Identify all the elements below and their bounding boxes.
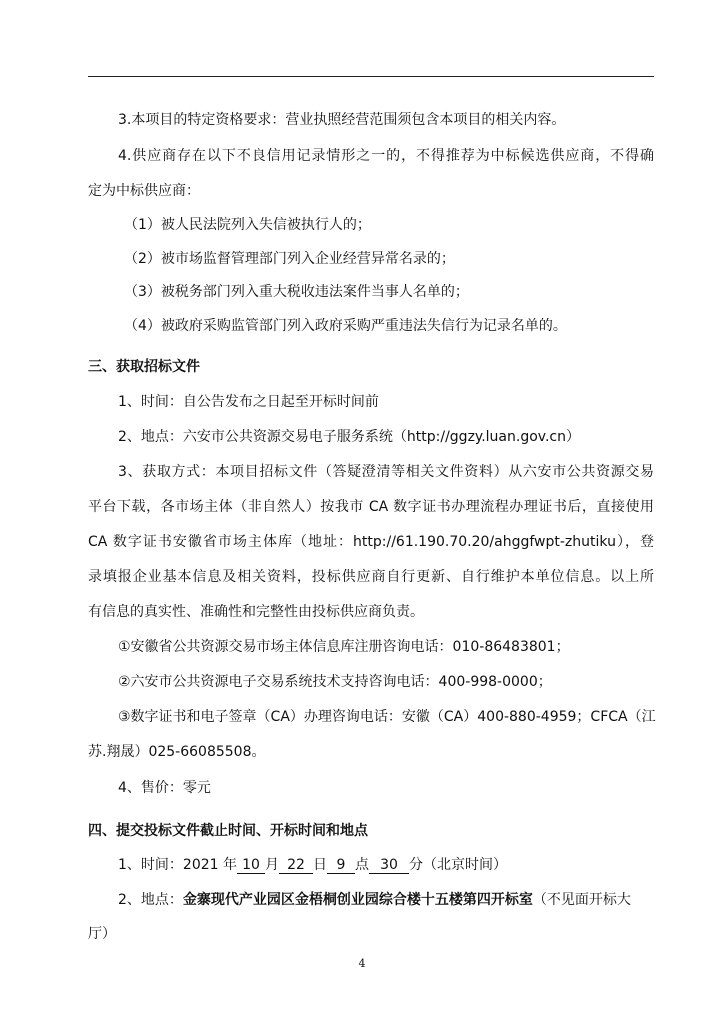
list-item: （4）被政府采购监管部门列入政府采购严重违法失信行为记录名单的。: [124, 318, 567, 334]
list-item: （1）被人民法院列入失信被执行人的；: [124, 217, 371, 233]
deadline-month: 10: [237, 858, 265, 874]
section3-method-line-3: CA 数字证书安徽省市场主体库（地址：http://61.190.70.20/ahggfwpt-zhutiku），登: [88, 534, 654, 550]
requirement-4-line-2: 定为中标供应商：: [88, 183, 200, 199]
contact-2: ②六安市公共资源电子交易系统技术支持咨询电话：400-998-0000；: [118, 674, 552, 690]
contact-3-line-2: 苏.翔晟）025-66085508。: [88, 744, 266, 760]
section-heading-3: 三、获取招标文件: [88, 359, 200, 375]
list-item: （3）被税务部门列入重大税收违法案件当事人名单的；: [124, 284, 469, 300]
requirement-4-line-1: 4.供应商存在以下不良信用记录情形之一的，不得推荐为中标候选供应商，不得确: [118, 148, 654, 164]
page-number: 4: [358, 957, 366, 970]
contact-1: ①安徽省公共资源交易市场主体信息库注册咨询电话：010-86483801；: [118, 639, 570, 655]
deadline-prefix: 1、时间：2021 年: [118, 857, 237, 873]
section3-method-line-5: 有信息的真实性、准确性和完整性由投标供应商负责。: [88, 604, 424, 620]
header-rule: [88, 76, 654, 77]
section3-method-line-4: 录填报企业基本信息及相关资料，投标供应商自行更新、自行维护本单位信息。以上所: [88, 569, 654, 585]
deadline-day-unit: 日: [313, 857, 327, 873]
list-item: （2）被市场监督管理部门列入企业经营异常名录的；: [124, 251, 455, 267]
location-note: （不见面开标大: [532, 892, 631, 908]
section-heading-4: 四、提交投标文件截止时间、开标时间和地点: [88, 823, 368, 839]
section3-time: 1、时间：自公告发布之日起至开标时间前: [118, 394, 379, 410]
deadline-minute: 30: [369, 858, 409, 874]
contact-3-line-1: ③数字证书和电子签章（CA）办理咨询电话：安徽（CA）400-880-4959；CFCA（江: [118, 709, 656, 725]
location-place: 金寨现代产业园区金梧桐创业园综合楼十五楼第四开标室: [182, 892, 533, 908]
opening-location-line-2: 厅）: [88, 926, 116, 942]
deadline-day: 22: [279, 858, 313, 874]
deadline-hour: 9: [327, 858, 355, 874]
location-prefix: 2、地点：: [118, 892, 183, 908]
section3-method-line-2: 平台下载，各市场主体（非自然人）按我市 CA 数字证书办理流程办理证书后，直接使用: [88, 499, 654, 515]
deadline-time: [118, 856, 654, 874]
deadline-month-unit: 月: [265, 857, 279, 873]
requirement-3: 3.本项目的特定资格要求：营业执照经营范围须包含本项目的相关内容。: [118, 112, 566, 128]
deadline-hour-unit: 点: [355, 857, 369, 873]
section3-location: 2、地点：六安市公共资源交易电子服务系统（http://ggzy.luan.gov.cn）: [118, 429, 580, 445]
section3-price: 4、售价：零元: [118, 780, 211, 796]
section3-method-line-1: 3、获取方式：本项目招标文件（答疑澄清等相关文件资料）从六安市公共资源交易: [118, 464, 654, 480]
opening-location-line-1: [118, 891, 654, 909]
deadline-minute-unit: 分（北京时间）: [409, 857, 507, 873]
